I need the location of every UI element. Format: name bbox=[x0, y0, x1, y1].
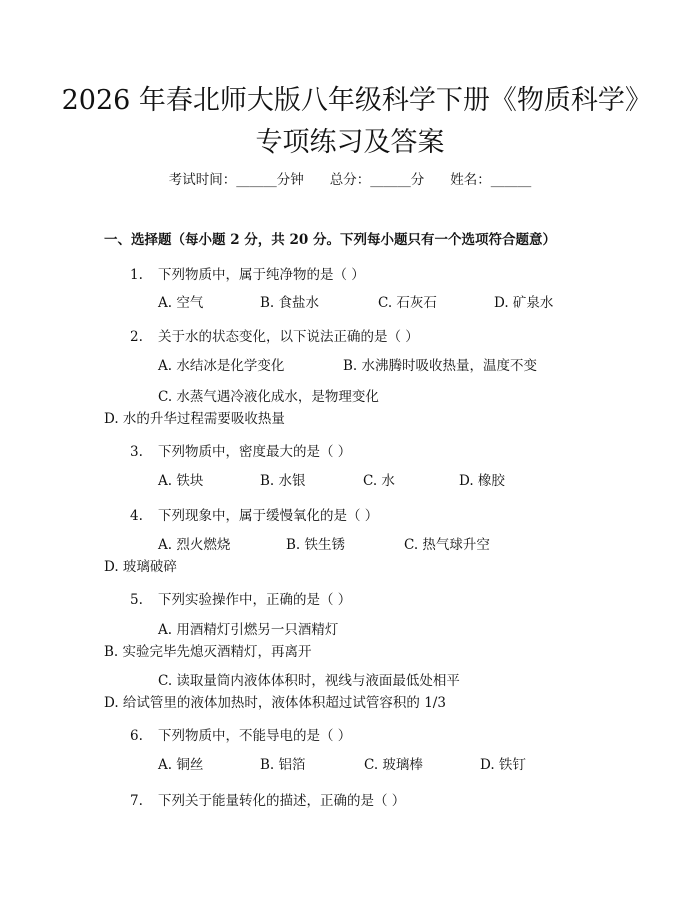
option-d: D. 水的升华过程需要吸收热量 bbox=[104, 411, 285, 427]
section-heading: 一、选择题（每小题 2 分，共 20 分。下列每小题只有一个选项符合题意） bbox=[104, 232, 556, 248]
option-b: B. 水沸腾时吸收热量，温度不变 bbox=[343, 358, 538, 374]
option-a: A. 烈火燃烧 bbox=[158, 537, 231, 553]
question-number: 7. bbox=[130, 793, 143, 809]
question-number: 5. bbox=[130, 592, 143, 608]
question-5-options-row2 bbox=[104, 670, 602, 714]
option-c: C. 玻璃棒 bbox=[364, 757, 423, 773]
question-number: 4. bbox=[130, 508, 143, 524]
question-text: 关于水的状态变化，以下说法正确的是（ ） bbox=[158, 329, 419, 345]
exam-time-label: 考试时间：______分钟 bbox=[168, 172, 304, 188]
option-d: D. 矿泉水 bbox=[494, 295, 554, 311]
question-text: 下列实验操作中，正确的是（ ） bbox=[158, 592, 352, 608]
question-2 bbox=[104, 325, 604, 345]
question-3 bbox=[104, 440, 604, 460]
page-title: 2026 年春北师大版八年级科学下册《物质科学》专项练习及答案 bbox=[61, 85, 639, 158]
question-number: 1. bbox=[130, 267, 143, 283]
option-d: D. 橡胶 bbox=[459, 473, 505, 489]
question-5-options-row1 bbox=[104, 619, 602, 663]
option-b: B. 食盐水 bbox=[260, 295, 320, 311]
question-4 bbox=[104, 504, 604, 524]
question-number: 3. bbox=[130, 444, 143, 460]
option-c: C. 石灰石 bbox=[378, 295, 437, 311]
option-d: D. 玻璃破碎 bbox=[104, 559, 177, 575]
option-b: B. 实验完毕先熄灭酒精灯，再离开 bbox=[104, 644, 312, 660]
option-b: B. 铁生锈 bbox=[286, 537, 346, 553]
question-4-options bbox=[104, 534, 602, 578]
question-text: 下列现象中，属于缓慢氧化的是（ ） bbox=[158, 508, 379, 524]
option-a: A. 铜丝 bbox=[158, 757, 204, 773]
question-number: 2. bbox=[130, 329, 143, 345]
question-text: 下列物质中，属于纯净物的是（ ） bbox=[158, 267, 365, 283]
option-b: B. 铝箔 bbox=[260, 757, 306, 773]
option-c: C. 读取量筒内液体体积时，视线与液面最低处相平 bbox=[158, 673, 460, 689]
question-text: 下列物质中，不能导电的是（ ） bbox=[158, 728, 352, 744]
option-c: C. 水 bbox=[363, 473, 395, 489]
question-5 bbox=[104, 588, 604, 608]
option-d: D. 给试管里的液体加热时，液体体积超过试管容积的 1/3 bbox=[104, 695, 446, 711]
question-6 bbox=[104, 724, 604, 744]
question-number: 6. bbox=[130, 728, 143, 744]
exam-meta bbox=[0, 168, 700, 188]
option-d: D. 铁钉 bbox=[480, 757, 526, 773]
option-c: C. 水蒸气遇冷液化成水，是物理变化 bbox=[158, 389, 379, 405]
option-a: A. 空气 bbox=[158, 295, 204, 311]
question-text: 下列物质中，密度最大的是（ ） bbox=[158, 444, 352, 460]
option-c: C. 热气球升空 bbox=[404, 537, 490, 553]
question-text: 下列关于能量转化的描述，正确的是（ ） bbox=[158, 793, 406, 809]
option-b: B. 水银 bbox=[260, 473, 306, 489]
option-a: A. 铁块 bbox=[158, 473, 204, 489]
question-2-options-row1 bbox=[104, 355, 602, 377]
total-score-label: 总分：______分 bbox=[329, 172, 425, 188]
option-a: A. 用酒精灯引燃另一只酒精灯 bbox=[158, 622, 339, 638]
question-6-options bbox=[104, 754, 602, 776]
option-a: A. 水结冰是化学变化 bbox=[158, 358, 285, 374]
question-1 bbox=[104, 263, 604, 283]
name-label: 姓名：______ bbox=[450, 172, 532, 188]
question-3-options bbox=[104, 470, 602, 492]
question-2-options-row2 bbox=[104, 386, 602, 430]
question-7 bbox=[104, 789, 604, 809]
question-1-options bbox=[104, 292, 602, 314]
